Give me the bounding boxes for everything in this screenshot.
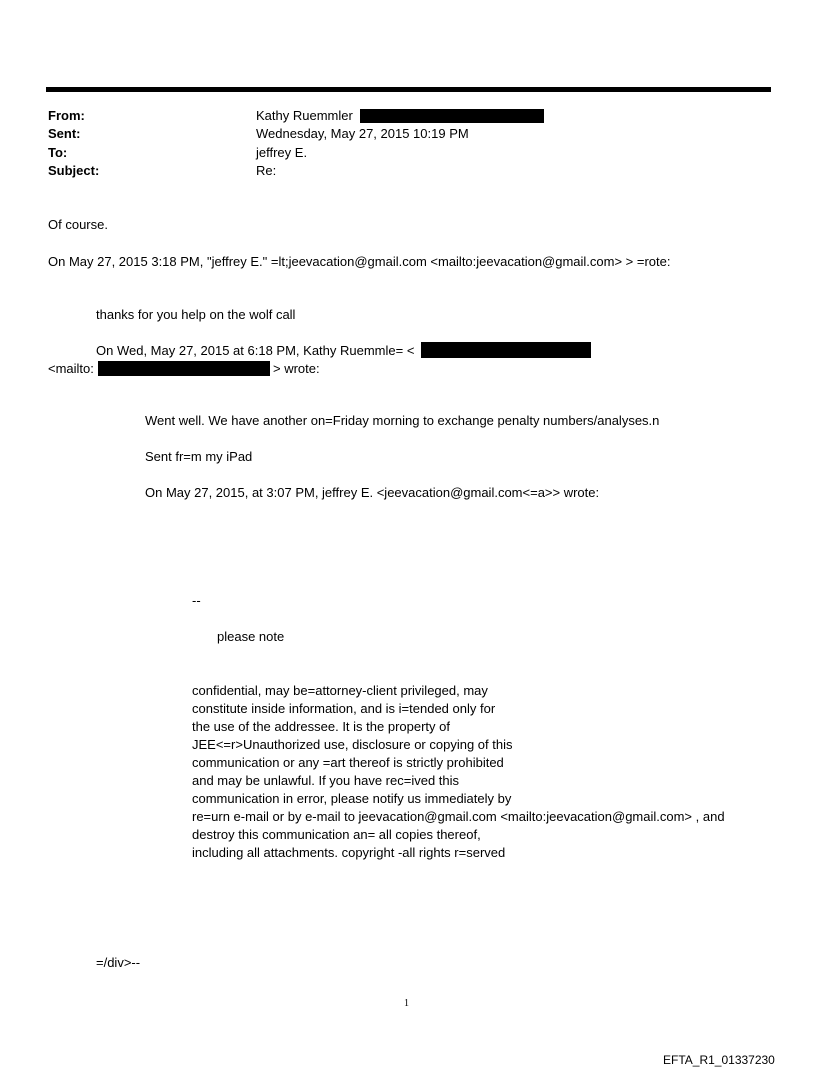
- to-label: To:: [48, 145, 68, 160]
- disclaimer-line: including all attachments. copyright -all rights r=served: [192, 845, 506, 860]
- quote2-wrote: > wrote:: [273, 361, 320, 376]
- disclaimer-line: communication or any =art thereof is strictly prohibited: [192, 755, 504, 770]
- subject-value: Re:: [256, 163, 277, 178]
- subject-label: Subject:: [48, 163, 100, 178]
- reply-text: Of course.: [48, 217, 108, 232]
- quote3-attribution: On May 27, 2015, at 3:07 PM, jeffrey E. <jeevacation@gmail.com<=a>> wrote:: [145, 485, 600, 500]
- disclaimer-line: and may be unlawful. If you have rec=ived this: [192, 773, 460, 788]
- quote2-text: Went well. We have another on=Friday morning to exchange penalty numbers/analyses.n: [145, 413, 660, 428]
- sent-value: Wednesday, May 27, 2015 10:19 PM: [256, 126, 469, 141]
- disclaimer-line: confidential, may be=attorney-client privileged, may: [192, 683, 488, 698]
- sent-label: Sent:: [48, 126, 81, 141]
- disclaimer-line: communication in error, please notify us immediately by: [192, 791, 512, 806]
- from-label: From:: [48, 108, 85, 123]
- from-value: Kathy Ruemmler: [256, 108, 353, 123]
- trailer-text: =/div>--: [96, 955, 141, 970]
- disclaimer-line: JEE<=r>Unauthorized use, disclosure or copying of this: [192, 737, 513, 752]
- quote2-attribution: On Wed, May 27, 2015 at 6:18 PM, Kathy Ruemmle= <: [96, 343, 415, 358]
- disclaimer-line: re=urn e-mail or by e-mail to jeevacation@gmail.com <mailto:jeevacation@gmail.com> , and: [192, 809, 725, 824]
- quote1-text: thanks for you help on the wolf call: [96, 307, 296, 322]
- disclaimer-line: the use of the addressee. It is the property of: [192, 719, 450, 734]
- signature-note: please note: [217, 629, 285, 644]
- page-number: 1: [404, 998, 409, 1009]
- redaction-mailto-email: [98, 361, 270, 376]
- signature-dashes: --: [192, 593, 201, 608]
- header-rule: [46, 87, 771, 92]
- disclaimer-line: constitute inside information, and is i=tended only for: [192, 701, 496, 716]
- quote2-sent: Sent fr=m my iPad: [145, 449, 253, 464]
- redaction-sender-email: [421, 342, 591, 358]
- disclaimer-line: destroy this communication an= all copies thereof,: [192, 827, 481, 842]
- to-value: jeffrey E.: [256, 145, 308, 160]
- redaction-from-email: [360, 109, 544, 123]
- quote1-attribution: On May 27, 2015 3:18 PM, "jeffrey E." =lt;jeevacation@gmail.com <mailto:jeevacation@gmail.com> > =rote:: [48, 254, 671, 269]
- quote2-mailto: <mailto:: [48, 361, 94, 376]
- document-id: EFTA_R1_01337230: [663, 1053, 775, 1067]
